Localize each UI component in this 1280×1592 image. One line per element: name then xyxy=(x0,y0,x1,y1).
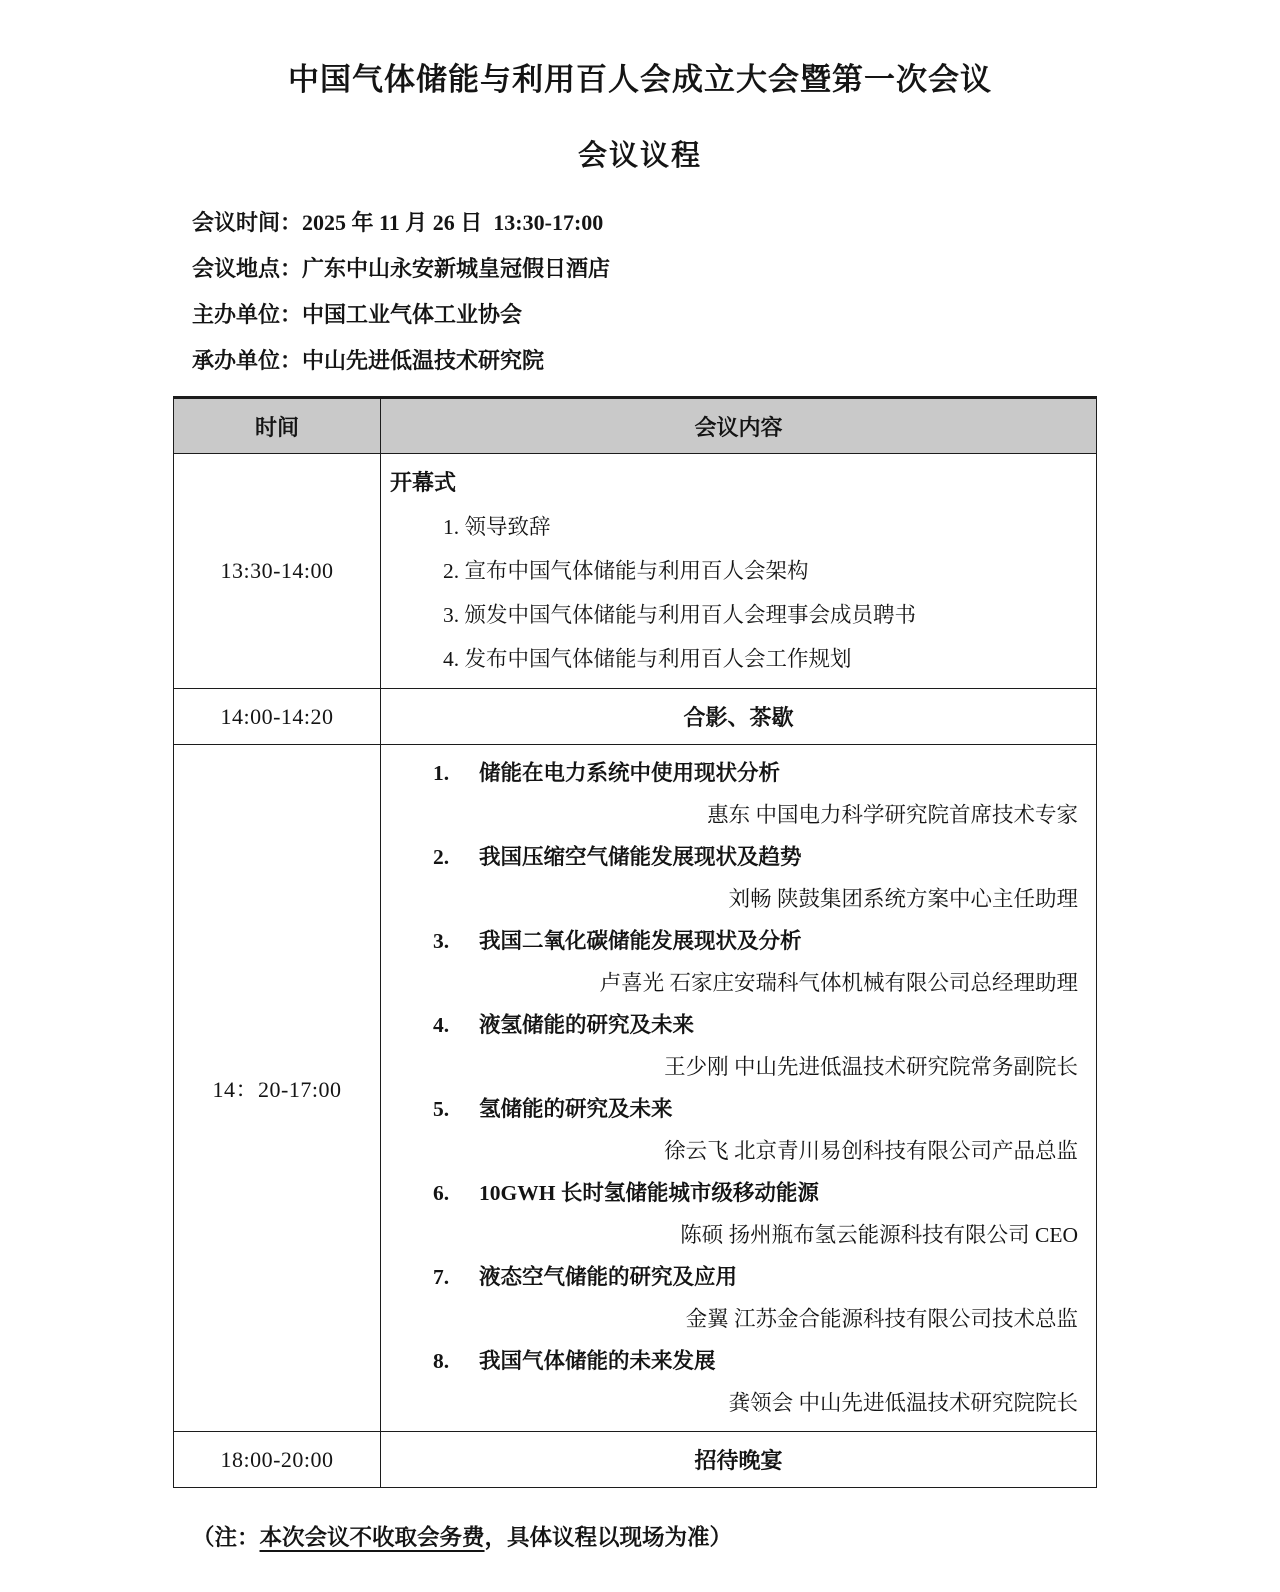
opening-time: 13:30-14:00 xyxy=(174,454,381,689)
talk-title xyxy=(381,1088,1096,1130)
talk-speaker: 徐云飞 北京青川易创科技有限公司产品总监 xyxy=(664,1139,1078,1163)
talk-number: 7. xyxy=(433,1265,450,1289)
meta-line-time xyxy=(192,200,1280,246)
break-time: 14:00-14:20 xyxy=(174,689,381,745)
row-session xyxy=(174,745,1097,1432)
talk-title xyxy=(381,752,1096,794)
footnote-prefix: （注： xyxy=(192,1525,260,1550)
opening-content xyxy=(381,454,1097,689)
meta-value: 中山先进低温技术研究院 xyxy=(302,348,545,373)
talk-number: 5. xyxy=(433,1097,450,1121)
talk-number: 4. xyxy=(433,1013,450,1037)
header-cell-content: 会议内容 xyxy=(381,398,1097,454)
session-time: 14：20-17:00 xyxy=(174,745,381,1432)
row-opening xyxy=(174,454,1097,689)
meta-label: 会议地点： xyxy=(192,256,303,281)
talk-speaker: 惠东 中国电力科学研究院首席技术专家 xyxy=(707,803,1078,827)
dinner-time: 18:00-20:00 xyxy=(174,1432,381,1488)
talk-title-text: 我国压缩空气储能发展现状及趋势 xyxy=(479,845,802,869)
talk-title xyxy=(381,1172,1096,1214)
talk-title-text: 我国二氧化碳储能发展现状及分析 xyxy=(479,929,802,953)
talk-title-text: 储能在电力系统中使用现状分析 xyxy=(479,761,781,785)
opening-item: 3. 颁发中国气体储能与利用百人会理事会成员聘书 xyxy=(443,603,917,627)
footnote-suffix: ，具体议程以现场为准） xyxy=(484,1525,733,1550)
meta-value: 2025 年 11 月 26 日 13:30-17:00 xyxy=(302,210,604,235)
footnote xyxy=(192,1520,1280,1552)
session-content xyxy=(381,745,1097,1432)
talk-title xyxy=(381,1256,1096,1298)
talk-number: 1. xyxy=(433,761,450,785)
opening-section-title: 开幕式 xyxy=(390,470,457,495)
header-cell-time: 时间 xyxy=(174,398,381,454)
page-title: 中国气体储能与利用百人会成立大会暨第一次会议 xyxy=(288,62,992,97)
meta-label: 承办单位： xyxy=(192,348,303,373)
row-break xyxy=(174,689,1097,745)
meta-label: 主办单位： xyxy=(192,302,303,327)
talk-speaker: 王少刚 中山先进低温技术研究院常务副院长 xyxy=(664,1055,1078,1079)
table-header-row xyxy=(174,398,1097,454)
meta-value: 中国工业气体工业协会 xyxy=(302,302,523,327)
agenda-table xyxy=(173,396,1097,1488)
talk-title-text: 氢储能的研究及未来 xyxy=(479,1097,673,1121)
talk-title-text: 我国气体储能的未来发展 xyxy=(479,1349,716,1373)
page-subtitle: 会议议程 xyxy=(577,140,702,172)
talk-title-text: 液态空气储能的研究及应用 xyxy=(479,1265,738,1289)
talk-number: 2. xyxy=(433,845,450,869)
talk-title xyxy=(381,1004,1096,1046)
footnote-underlined: 本次会议不收取会务费 xyxy=(259,1525,485,1550)
talk-speaker: 龚领会 中山先进低温技术研究院院长 xyxy=(728,1391,1078,1415)
talk-title xyxy=(381,920,1096,962)
meta-line-organizer xyxy=(192,338,1280,384)
talk-speaker: 陈硕 扬州瓶布氢云能源科技有限公司 CEO xyxy=(680,1223,1078,1247)
meta-label: 会议时间： xyxy=(192,210,303,235)
talk-speaker: 刘畅 陕鼓集团系统方案中心主任助理 xyxy=(728,887,1078,911)
talk-number: 8. xyxy=(433,1349,450,1373)
meta-line-location xyxy=(192,246,1280,292)
opening-item: 4. 发布中国气体储能与利用百人会工作规划 xyxy=(443,647,852,671)
talk-title xyxy=(381,1340,1096,1382)
talk-speaker: 卢喜光 石家庄安瑞科气体机械有限公司总经理助理 xyxy=(599,971,1078,995)
talk-title xyxy=(381,836,1096,878)
talk-title-text: 液氢储能的研究及未来 xyxy=(479,1013,695,1037)
meta-line-host xyxy=(192,292,1280,338)
opening-item: 2. 宣布中国气体储能与利用百人会架构 xyxy=(443,559,809,583)
meeting-meta xyxy=(192,200,1280,384)
talk-title-text: 10GWH 长时氢储能城市级移动能源 xyxy=(479,1181,819,1205)
meta-value: 广东中山永安新城皇冠假日酒店 xyxy=(302,256,611,281)
talk-number: 3. xyxy=(433,929,450,953)
row-dinner xyxy=(174,1432,1097,1488)
dinner-content: 招待晚宴 xyxy=(381,1432,1097,1488)
opening-item: 1. 领导致辞 xyxy=(443,515,551,539)
talk-speaker: 金翼 江苏金合能源科技有限公司技术总监 xyxy=(685,1307,1078,1331)
break-content: 合影、茶歇 xyxy=(381,689,1097,745)
talk-number: 6. xyxy=(433,1181,450,1205)
